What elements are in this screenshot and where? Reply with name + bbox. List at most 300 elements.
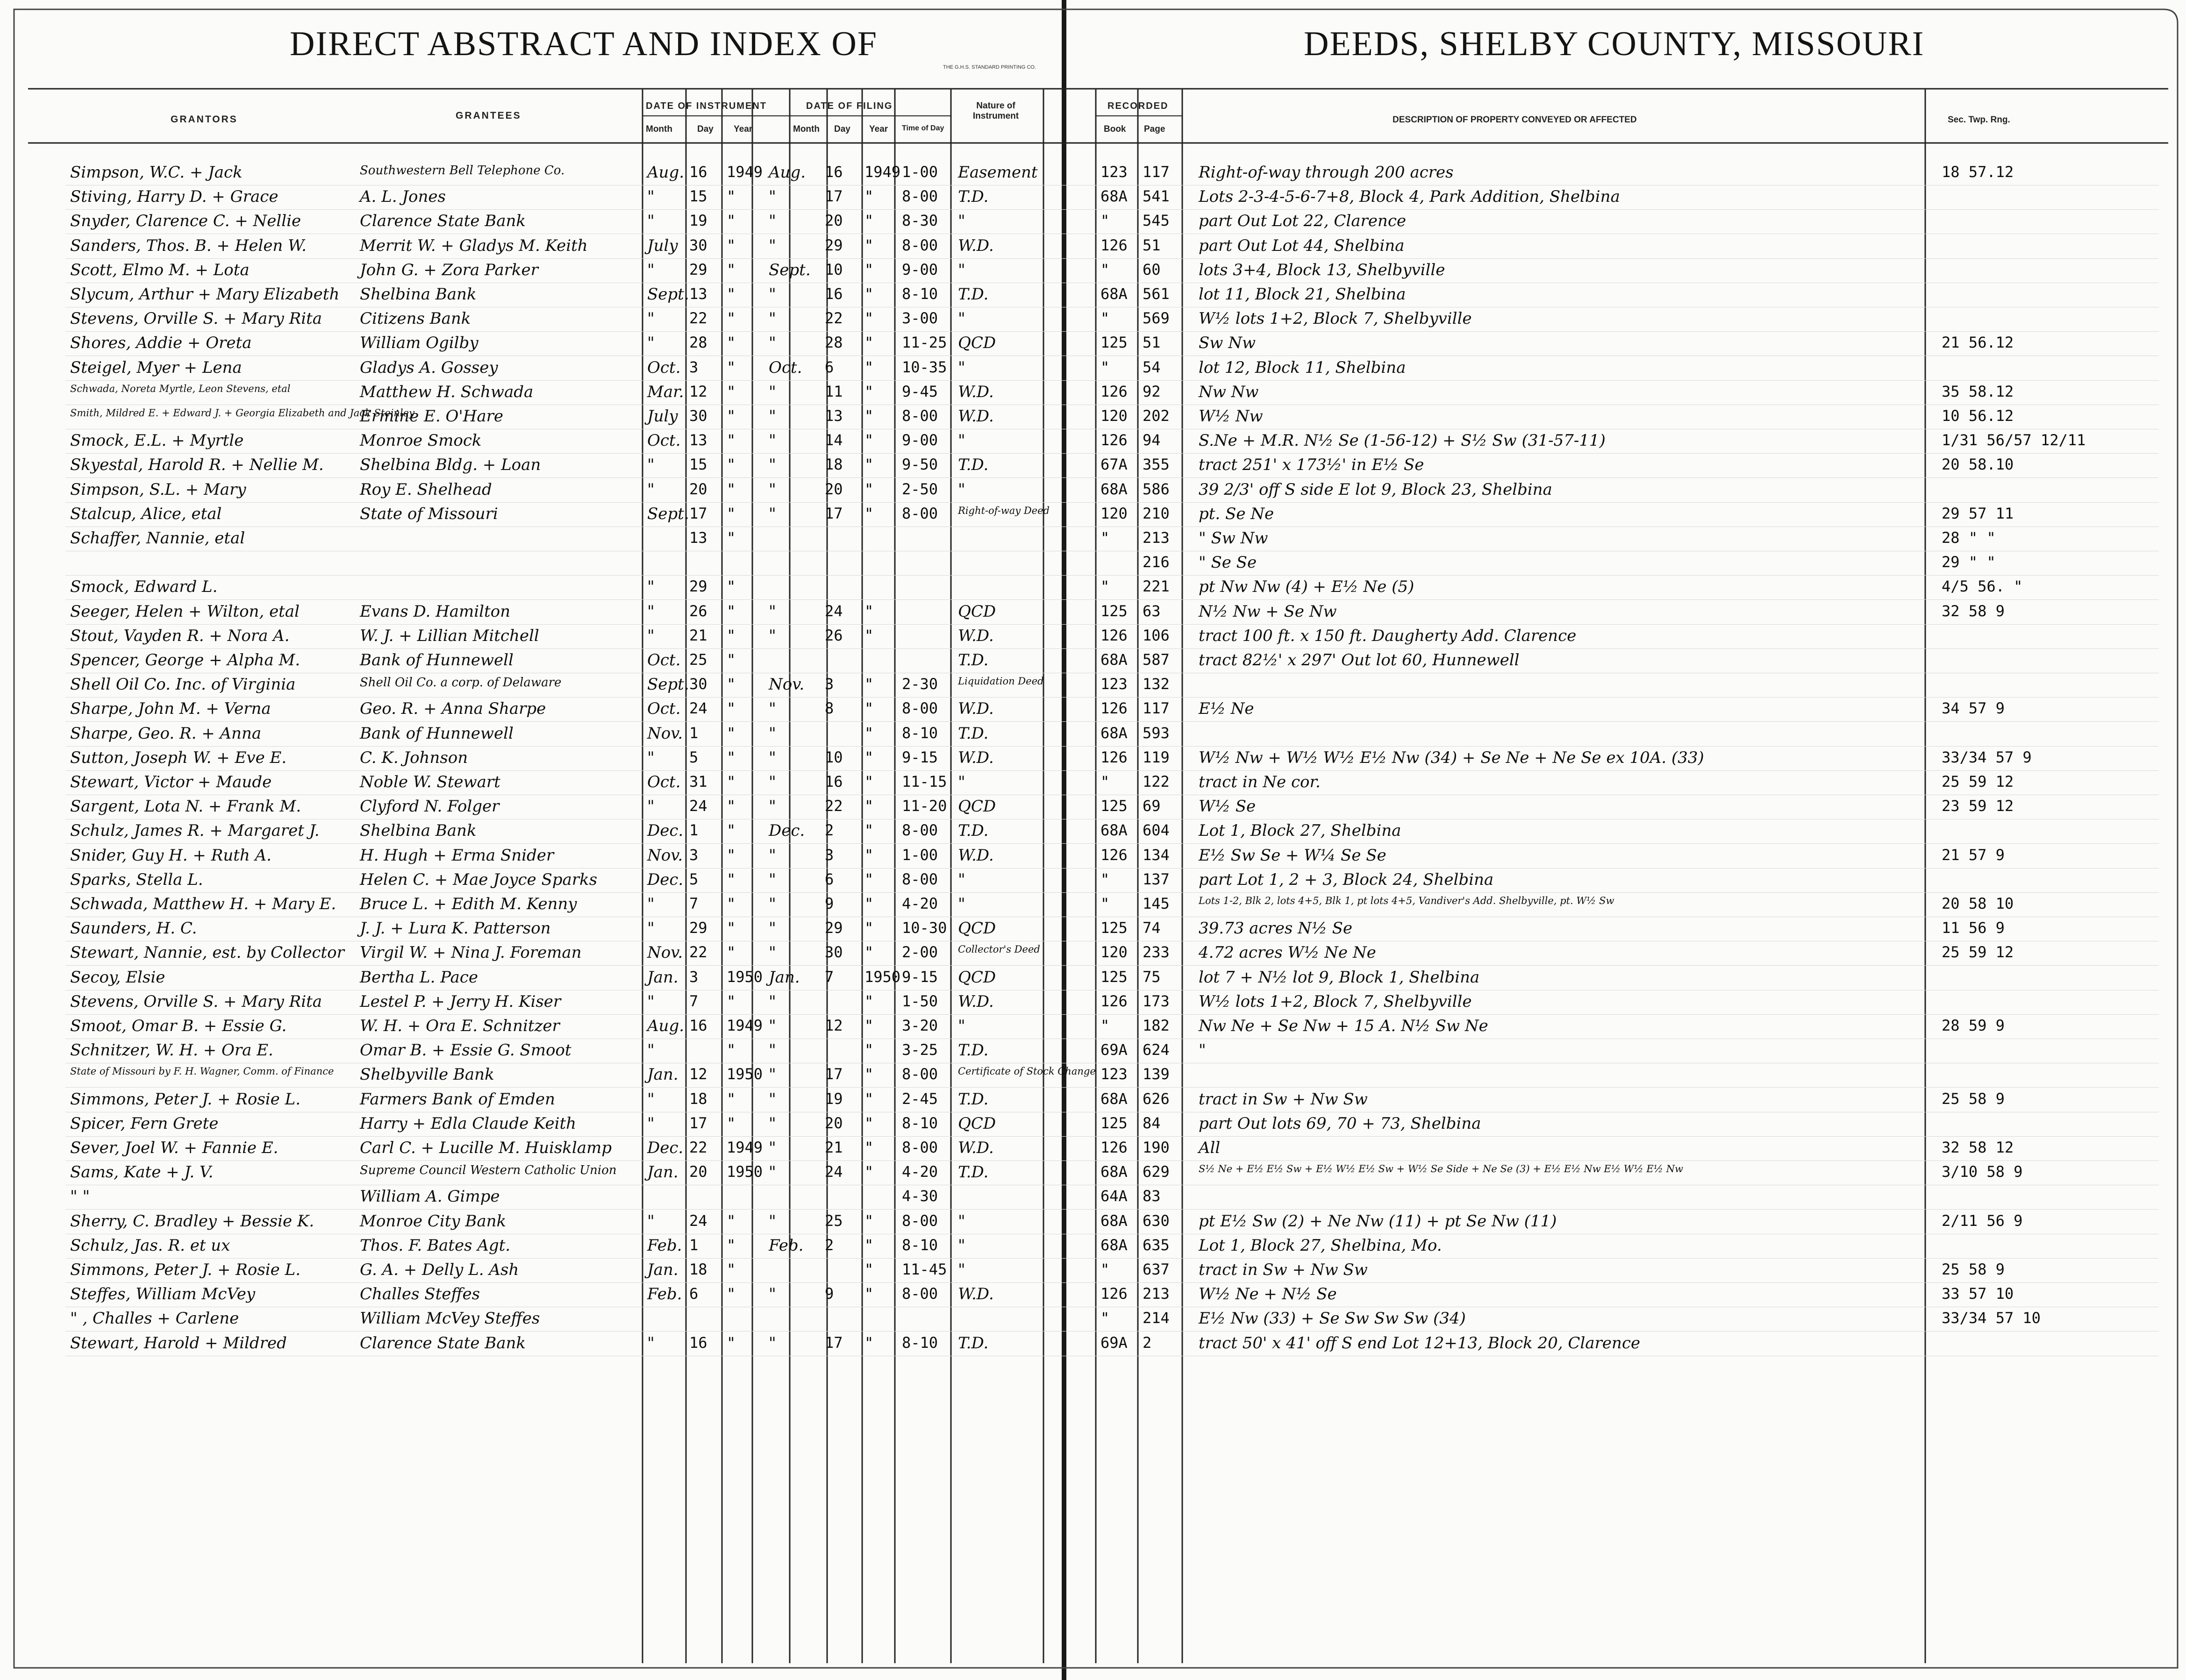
nature-cell: W.D. (958, 1285, 994, 1304)
sec-twp-rng-header: Sec. Twp. Rng. (1948, 115, 2010, 125)
nature-cell: QCD (958, 1114, 996, 1133)
inst-year-header: Year (734, 124, 753, 134)
inst-day-cell: 20 (689, 1163, 707, 1181)
time-cell: 8-00 (902, 187, 938, 206)
sec-twp-rng-cell: 29 57 11 (1942, 504, 2014, 522)
time-cell: 11-20 (902, 797, 947, 815)
book-cell: 126 (1100, 846, 1128, 864)
grantee-cell: Southwestern Bell Telephone Co. (360, 164, 565, 178)
inst-month-cell: " (647, 1114, 655, 1133)
inst-month-cell: Dec. (647, 1139, 684, 1157)
grantee-cell: Matthew H. Schwada (360, 382, 534, 401)
grantee-cell: Shelbina Bank (360, 285, 477, 304)
inst-year-cell: " (727, 1260, 736, 1278)
book-cell: 120 (1100, 943, 1128, 961)
inst-day-cell: 5 (689, 870, 699, 888)
time-cell: 9-45 (902, 382, 938, 400)
inst-month-cell: Oct. (647, 431, 681, 450)
file-month-cell: " (769, 407, 776, 426)
file-day-cell: 17 (825, 1065, 843, 1083)
book-cell: 126 (1100, 1139, 1128, 1156)
file-day-cell: 9 (825, 1285, 834, 1303)
inst-year-cell: " (727, 675, 736, 693)
inst-day-cell: 25 (689, 651, 707, 669)
grantee-cell: Shell Oil Co. a corp. of Delaware (360, 676, 562, 690)
sec-twp-rng-cell: 33 57 10 (1942, 1285, 2014, 1303)
inst-year-cell: " (727, 1041, 736, 1059)
grantor-cell: Stevens, Orville S. + Mary Rita (70, 992, 322, 1011)
inst-year-cell: " (727, 480, 736, 498)
book-cell: 126 (1100, 748, 1128, 766)
grantee-cell: Virgil W. + Nina J. Foreman (360, 943, 582, 962)
inst-month-cell: " (647, 992, 655, 1011)
file-month-cell: " (769, 1163, 776, 1182)
inst-month-cell: Jan. (647, 1163, 679, 1182)
description-cell: tract 251' x 173½' in E½ Se (1199, 456, 1424, 475)
description-cell: S½ Ne + E½ E½ Sw + E½ W½ E½ Sw + W½ Se Side + Ne Se (3) + E½ E½ Nw E½ W½ E½ Nw (1199, 1163, 1683, 1175)
book-cell: 126 (1100, 236, 1128, 254)
inst-month-cell: July (647, 236, 678, 255)
inst-year-cell: " (727, 773, 736, 790)
nature-cell: QCD (958, 919, 996, 938)
file-day-header: Day (834, 124, 850, 134)
nature-cell: T.D. (958, 1041, 989, 1060)
nature-cell: " (958, 895, 965, 913)
inst-year-cell: " (727, 236, 736, 254)
grantor-cell: Smoot, Omar B. + Essie G. (70, 1017, 287, 1035)
sec-twp-rng-cell: 33/34 57 9 (1942, 748, 2032, 766)
sec-twp-rng-cell: 3/10 58 9 (1942, 1163, 2023, 1181)
file-year-cell: " (864, 1041, 874, 1059)
time-cell: 1-00 (902, 163, 938, 181)
time-cell: 9-15 (902, 748, 938, 766)
book-cell: 126 (1100, 626, 1128, 644)
file-day-cell: 3 (825, 846, 834, 864)
description-cell: E½ Sw Se + W¼ Se Se (1199, 846, 1386, 865)
file-year-cell: " (864, 821, 874, 840)
inst-month-cell: " (647, 626, 655, 645)
nature-cell: " (958, 309, 965, 328)
book-cell: 69A (1100, 1041, 1128, 1059)
row-rule (65, 331, 2159, 332)
grantor-cell: Sharpe, Geo. R. + Anna (70, 724, 262, 743)
inst-month-cell: " (647, 309, 655, 328)
inst-month-cell: " (647, 895, 655, 913)
time-cell: 3-25 (902, 1041, 938, 1059)
file-year-cell: " (864, 334, 874, 352)
time-cell: 9-50 (902, 456, 938, 474)
inst-month-cell: " (647, 602, 655, 621)
time-cell: 8-00 (902, 1285, 938, 1303)
inst-month-cell: Jan. (647, 1260, 679, 1279)
row-rule (65, 1209, 2159, 1210)
sec-twp-rng-cell: 11 56 9 (1942, 919, 2005, 937)
file-year-cell: " (864, 797, 874, 815)
nature-cell: W.D. (958, 748, 994, 767)
grantor-cell: Scott, Elmo M. + Lota (70, 260, 250, 279)
sec-twp-rng-cell: 2/11 56 9 (1942, 1211, 2023, 1230)
sec-twp-rng-cell: 32 58 9 (1942, 602, 2005, 620)
nature-cell: Collector's Deed (958, 944, 1040, 955)
file-month-cell: " (769, 285, 776, 304)
file-day-cell: 6 (825, 870, 834, 888)
file-month-cell: " (769, 870, 776, 889)
inst-day-cell: 1 (689, 821, 699, 840)
page-cell: 182 (1143, 1017, 1170, 1034)
page-cell: 202 (1143, 407, 1170, 425)
inst-day-cell: 24 (689, 797, 707, 815)
grantor-cell: Sever, Joel W. + Fannie E. (70, 1139, 279, 1157)
inst-year-cell: " (727, 846, 736, 864)
grantor-cell: Skyestal, Harold R. + Nellie M. (70, 456, 324, 475)
grantor-cell: Sharpe, John M. + Verna (70, 699, 271, 719)
inst-year-cell: " (727, 309, 736, 327)
file-month-cell: " (769, 992, 776, 1011)
inst-day-cell: 6 (689, 1285, 699, 1303)
file-day-cell: 28 (825, 334, 843, 352)
grantor-cell: Sargent, Lota N. + Frank M. (70, 797, 301, 816)
description-cell: tract in Sw + Nw Sw (1199, 1089, 1368, 1109)
book-cell: 126 (1100, 992, 1128, 1010)
file-month-cell: " (769, 1211, 776, 1231)
file-year-cell: " (864, 1285, 874, 1303)
description-cell: E½ Ne (1199, 699, 1254, 719)
grantor-cell: Spicer, Fern Grete (70, 1114, 219, 1133)
book-cell: 123 (1100, 1065, 1128, 1083)
grantees-header: GRANTEES (456, 110, 521, 121)
grantor-cell: Simmons, Peter J. + Rosie L. (70, 1260, 300, 1279)
sec-twp-rng-cell: 18 57.12 (1942, 163, 2014, 181)
grantee-cell: Thos. F. Bates Agt. (360, 1236, 511, 1255)
file-year-cell: " (864, 358, 874, 376)
sec-twp-rng-cell: 4/5 56. " (1942, 577, 2023, 596)
time-of-day-header: Time of Day (902, 124, 944, 132)
time-cell: 8-00 (902, 407, 938, 425)
grantor-cell: Smock, Edward L. (70, 577, 218, 597)
inst-year-cell: " (727, 1114, 736, 1132)
grantee-cell: Gladys A. Gossey (360, 358, 498, 377)
file-year-cell: " (864, 846, 874, 864)
book-cell: " (1100, 870, 1110, 888)
page-title-left: DIRECT ABSTRACT AND INDEX OF (290, 25, 878, 63)
book-cell: 120 (1100, 407, 1128, 425)
description-cell: 39 2/3' off S side E lot 9, Block 23, Shelbina (1199, 480, 1552, 499)
description-cell: Nw Ne + Se Nw + 15 A. N½ Sw Ne (1199, 1017, 1488, 1035)
time-cell: 8-00 (902, 236, 938, 254)
grantor-cell: Smith, Mildred E. + Edward J. + Georgia Elizabeth and Jack Steinley (70, 407, 414, 419)
page-cell: 587 (1143, 651, 1170, 669)
grantor-cell: Sherry, C. Bradley + Bessie K. (70, 1211, 314, 1231)
book-cell: 68A (1100, 821, 1128, 840)
grantor-cell: Smock, E.L. + Myrtle (70, 431, 244, 450)
inst-year-cell: " (727, 407, 736, 425)
file-year-cell: " (864, 480, 874, 498)
sec-twp-rng-cell: 25 58 9 (1942, 1260, 2005, 1278)
inst-month-cell: " (647, 212, 655, 231)
page-cell: 213 (1143, 529, 1170, 547)
time-cell: 2-30 (902, 675, 938, 693)
file-day-cell: 22 (825, 309, 843, 327)
description-cell: tract 100 ft. x 150 ft. Daugherty Add. Clarence (1199, 626, 1577, 645)
file-month-cell: " (769, 1089, 776, 1109)
time-cell: 2-45 (902, 1089, 938, 1108)
grantee-cell: Bank of Hunnewell (360, 724, 514, 743)
grantor-cell: " , Challes + Carlene (70, 1309, 239, 1328)
file-year-cell: " (864, 456, 874, 474)
file-day-cell: 24 (825, 1163, 843, 1181)
book-cell: " (1100, 895, 1110, 912)
description-cell: Nw Nw (1199, 382, 1259, 401)
grantee-cell: W. H. + Ora E. Schnitzer (360, 1017, 560, 1035)
file-year-cell: " (864, 1236, 874, 1254)
sec-twp-rng-cell: 32 58 12 (1942, 1139, 2014, 1156)
book-cell: 125 (1100, 602, 1128, 620)
book-cell: 68A (1100, 724, 1128, 742)
inst-month-cell: Feb. (647, 1236, 682, 1255)
file-year-cell: " (864, 1089, 874, 1108)
file-day-cell: 19 (825, 1089, 843, 1108)
book-cell: " (1100, 577, 1110, 596)
description-cell: pt Nw Nw (4) + E½ Ne (5) (1199, 577, 1414, 597)
description-cell: W½ Se (1199, 797, 1256, 816)
inst-month-cell: Dec. (647, 870, 684, 889)
inst-day-cell: 12 (689, 382, 707, 400)
page-cell: 545 (1143, 212, 1170, 230)
inst-month-header: Month (646, 124, 672, 134)
file-day-cell: 16 (825, 773, 843, 790)
page-cell: 624 (1143, 1041, 1170, 1059)
inst-year-cell: " (727, 992, 736, 1010)
inst-day-cell: 24 (689, 699, 707, 718)
row-rule (65, 697, 2159, 698)
page-cell: 541 (1143, 187, 1170, 206)
inst-year-cell: " (727, 431, 736, 449)
grantor-cell: Stout, Vayden R. + Nora A. (70, 626, 290, 645)
row-rule (65, 965, 2159, 966)
inst-day-cell: 29 (689, 577, 707, 596)
file-month-cell: " (769, 1041, 776, 1060)
book-cell: 126 (1100, 382, 1128, 400)
inst-year-cell: " (727, 504, 736, 522)
nature-cell: " (958, 431, 965, 450)
file-month-cell: " (769, 1285, 776, 1304)
inst-day-cell: 5 (689, 748, 699, 766)
description-cell: E½ Nw (33) + Se Sw Sw Sw (34) (1199, 1309, 1466, 1328)
printer-mark: THE G.H.S. STANDARD PRINTING CO. (943, 64, 1036, 70)
description-cell: " Sw Nw (1199, 529, 1268, 548)
inst-month-cell: " (647, 919, 655, 938)
grantor-cell: Stiving, Harry D. + Grace (70, 187, 279, 206)
page-cell: 74 (1143, 919, 1161, 937)
nature-cell: W.D. (958, 992, 994, 1011)
page-cell: 145 (1143, 895, 1170, 912)
file-year-cell: " (864, 1333, 874, 1352)
book-cell: 68A (1100, 285, 1128, 303)
grantor-cell: Stewart, Victor + Maude (70, 773, 272, 791)
file-day-cell: 14 (825, 431, 843, 449)
description-cell: lot 12, Block 11, Shelbina (1199, 358, 1406, 377)
file-month-cell: " (769, 1114, 776, 1133)
page-cell: 630 (1143, 1211, 1170, 1230)
nature-cell: T.D. (958, 285, 989, 304)
file-month-cell: " (769, 919, 776, 938)
row-rule (65, 1282, 2159, 1283)
file-month-cell: " (769, 699, 776, 719)
file-year-cell: " (864, 724, 874, 742)
inst-year-cell: " (727, 260, 736, 278)
file-month-cell: " (769, 382, 776, 401)
inst-month-cell: Sept. (647, 285, 689, 304)
description-header: DESCRIPTION OF PROPERTY CONVEYED OR AFFECTED (1393, 115, 1637, 125)
page-cell: 94 (1143, 431, 1161, 449)
file-year-header: Year (869, 124, 888, 134)
description-cell: Right-of-way through 200 acres (1199, 163, 1454, 182)
description-cell: 4.72 acres W½ Ne Ne (1199, 943, 1376, 962)
grantee-cell: Geo. R. + Anna Sharpe (360, 699, 546, 719)
inst-day-cell: 1 (689, 1236, 699, 1254)
inst-day-cell: 20 (689, 480, 707, 498)
grantee-cell: Clarence State Bank (360, 212, 526, 231)
grantor-cell: Stewart, Nannie, est. by Collector (70, 943, 344, 962)
file-year-cell: 1949 (864, 163, 901, 181)
grantee-cell: W. J. + Lillian Mitchell (360, 626, 539, 645)
time-cell: 11-15 (902, 773, 947, 790)
inst-day-cell: 28 (689, 334, 707, 352)
sec-twp-rng-cell: 28 59 9 (1942, 1017, 2005, 1034)
file-year-cell: " (864, 992, 874, 1010)
page-cell: 106 (1143, 626, 1170, 644)
inst-month-cell: " (647, 748, 655, 767)
inst-month-cell: " (647, 577, 655, 597)
page-cell: 51 (1143, 334, 1161, 352)
grantee-cell: William A. Gimpe (360, 1187, 500, 1206)
book-cell: " (1100, 309, 1110, 327)
grantee-cell: Shelbina Bank (360, 821, 477, 840)
book-cell: 120 (1100, 504, 1128, 522)
inst-month-cell: " (647, 1041, 655, 1060)
inst-month-cell: Jan. (647, 1065, 679, 1084)
file-day-cell: 21 (825, 1139, 843, 1156)
row-rule (65, 624, 2159, 625)
grantee-cell: Shelbina Bldg. + Loan (360, 456, 541, 475)
recorded-header: RECORDED (1107, 101, 1169, 111)
inst-year-cell: 1949 (727, 1139, 763, 1156)
grantor-cell: Schwada, Noreta Myrtle, Leon Stevens, etal (70, 383, 291, 394)
grantee-cell: Evans D. Hamilton (360, 602, 511, 621)
grantee-cell: Citizens Bank (360, 309, 471, 328)
book-cell: 69A (1100, 1333, 1128, 1352)
file-year-cell: " (864, 870, 874, 888)
nature-cell: " (958, 1236, 965, 1255)
inst-day-cell: 26 (689, 602, 707, 620)
book-cell: 123 (1100, 163, 1128, 181)
book-cell: 126 (1100, 699, 1128, 718)
file-month-cell: " (769, 480, 776, 499)
page-cell: 69 (1143, 797, 1161, 815)
inst-year-cell: " (727, 699, 736, 718)
row-rule (65, 1087, 2159, 1088)
file-year-cell: " (864, 1114, 874, 1132)
inst-day-cell: 30 (689, 236, 707, 254)
file-year-cell: " (864, 1211, 874, 1230)
inst-month-cell: " (647, 1211, 655, 1231)
inst-day-header: Day (697, 124, 714, 134)
page-cell: 561 (1143, 285, 1170, 303)
description-cell: " (1199, 1041, 1206, 1060)
inst-year-cell: " (727, 724, 736, 742)
book-cell: " (1100, 1309, 1110, 1327)
sec-twp-rng-cell: 10 56.12 (1942, 407, 2014, 425)
file-year-cell: " (864, 1139, 874, 1156)
file-day-cell: 29 (825, 236, 843, 254)
inst-month-cell: Oct. (647, 699, 681, 719)
inst-month-cell: Nov. (647, 724, 683, 743)
nature-cell: " (958, 212, 965, 231)
grantor-cell: Shores, Addie + Oreta (70, 334, 252, 353)
inst-year-cell: " (727, 651, 736, 669)
page-cell: 117 (1143, 163, 1170, 181)
book-cell: 125 (1100, 334, 1128, 352)
row-rule (65, 380, 2159, 381)
inst-year-cell: 1950 (727, 1163, 763, 1181)
file-day-cell: 20 (825, 212, 843, 230)
page-cell: 210 (1143, 504, 1170, 522)
file-year-cell: " (864, 773, 874, 790)
file-day-cell: 29 (825, 919, 843, 937)
sec-twp-rng-cell: 23 59 12 (1942, 797, 2014, 815)
nature-cell: QCD (958, 334, 996, 353)
nature-cell: Easement (958, 163, 1038, 182)
row-rule (65, 575, 2159, 576)
file-year-cell: " (864, 431, 874, 449)
grantee-cell: A. L. Jones (360, 187, 446, 206)
grantee-cell: Challes Steffes (360, 1285, 480, 1304)
nature-cell: W.D. (958, 236, 994, 255)
file-month-cell: " (769, 212, 776, 231)
grantee-cell: Roy E. Shelhead (360, 480, 492, 499)
nature-cell: QCD (958, 602, 996, 621)
inst-year-cell: " (727, 285, 736, 303)
time-cell: 8-00 (902, 1139, 938, 1156)
nature-cell: T.D. (958, 1333, 989, 1353)
grantor-cell: Shell Oil Co. Inc. of Virginia (70, 675, 296, 694)
inst-year-cell: " (727, 1285, 736, 1303)
grantee-cell: Farmers Bank of Emden (360, 1089, 555, 1109)
description-cell: W½ Nw + W½ W½ E½ Nw (34) + Se Ne + Ne Se ex 10A. (33) (1199, 748, 1704, 767)
grantee-cell: Bruce L. + Edith M. Kenny (360, 895, 577, 913)
page-cell: 629 (1143, 1163, 1170, 1181)
page-cell: 63 (1143, 602, 1161, 620)
grantee-cell: Clarence State Bank (360, 1333, 526, 1353)
page-cell: 51 (1143, 236, 1161, 254)
file-year-cell: " (864, 1163, 874, 1181)
sec-twp-rng-cell: 35 58.12 (1942, 382, 2014, 400)
inst-month-cell: " (647, 456, 655, 475)
description-cell: W½ Nw (1199, 407, 1263, 426)
inst-day-cell: 7 (689, 992, 699, 1010)
row-rule (65, 599, 2159, 600)
time-cell: 9-00 (902, 431, 938, 449)
inst-year-cell: " (727, 1333, 736, 1352)
time-cell: 3-00 (902, 309, 938, 327)
nature-header: Nature of Instrument (972, 101, 1019, 121)
time-cell: 2-00 (902, 943, 938, 961)
grantee-cell: Bertha L. Pace (360, 968, 478, 987)
inst-month-cell: Jan. (647, 968, 679, 987)
inst-month-cell: " (647, 334, 655, 353)
time-cell: 10-30 (902, 919, 947, 937)
inst-year-cell: " (727, 797, 736, 815)
